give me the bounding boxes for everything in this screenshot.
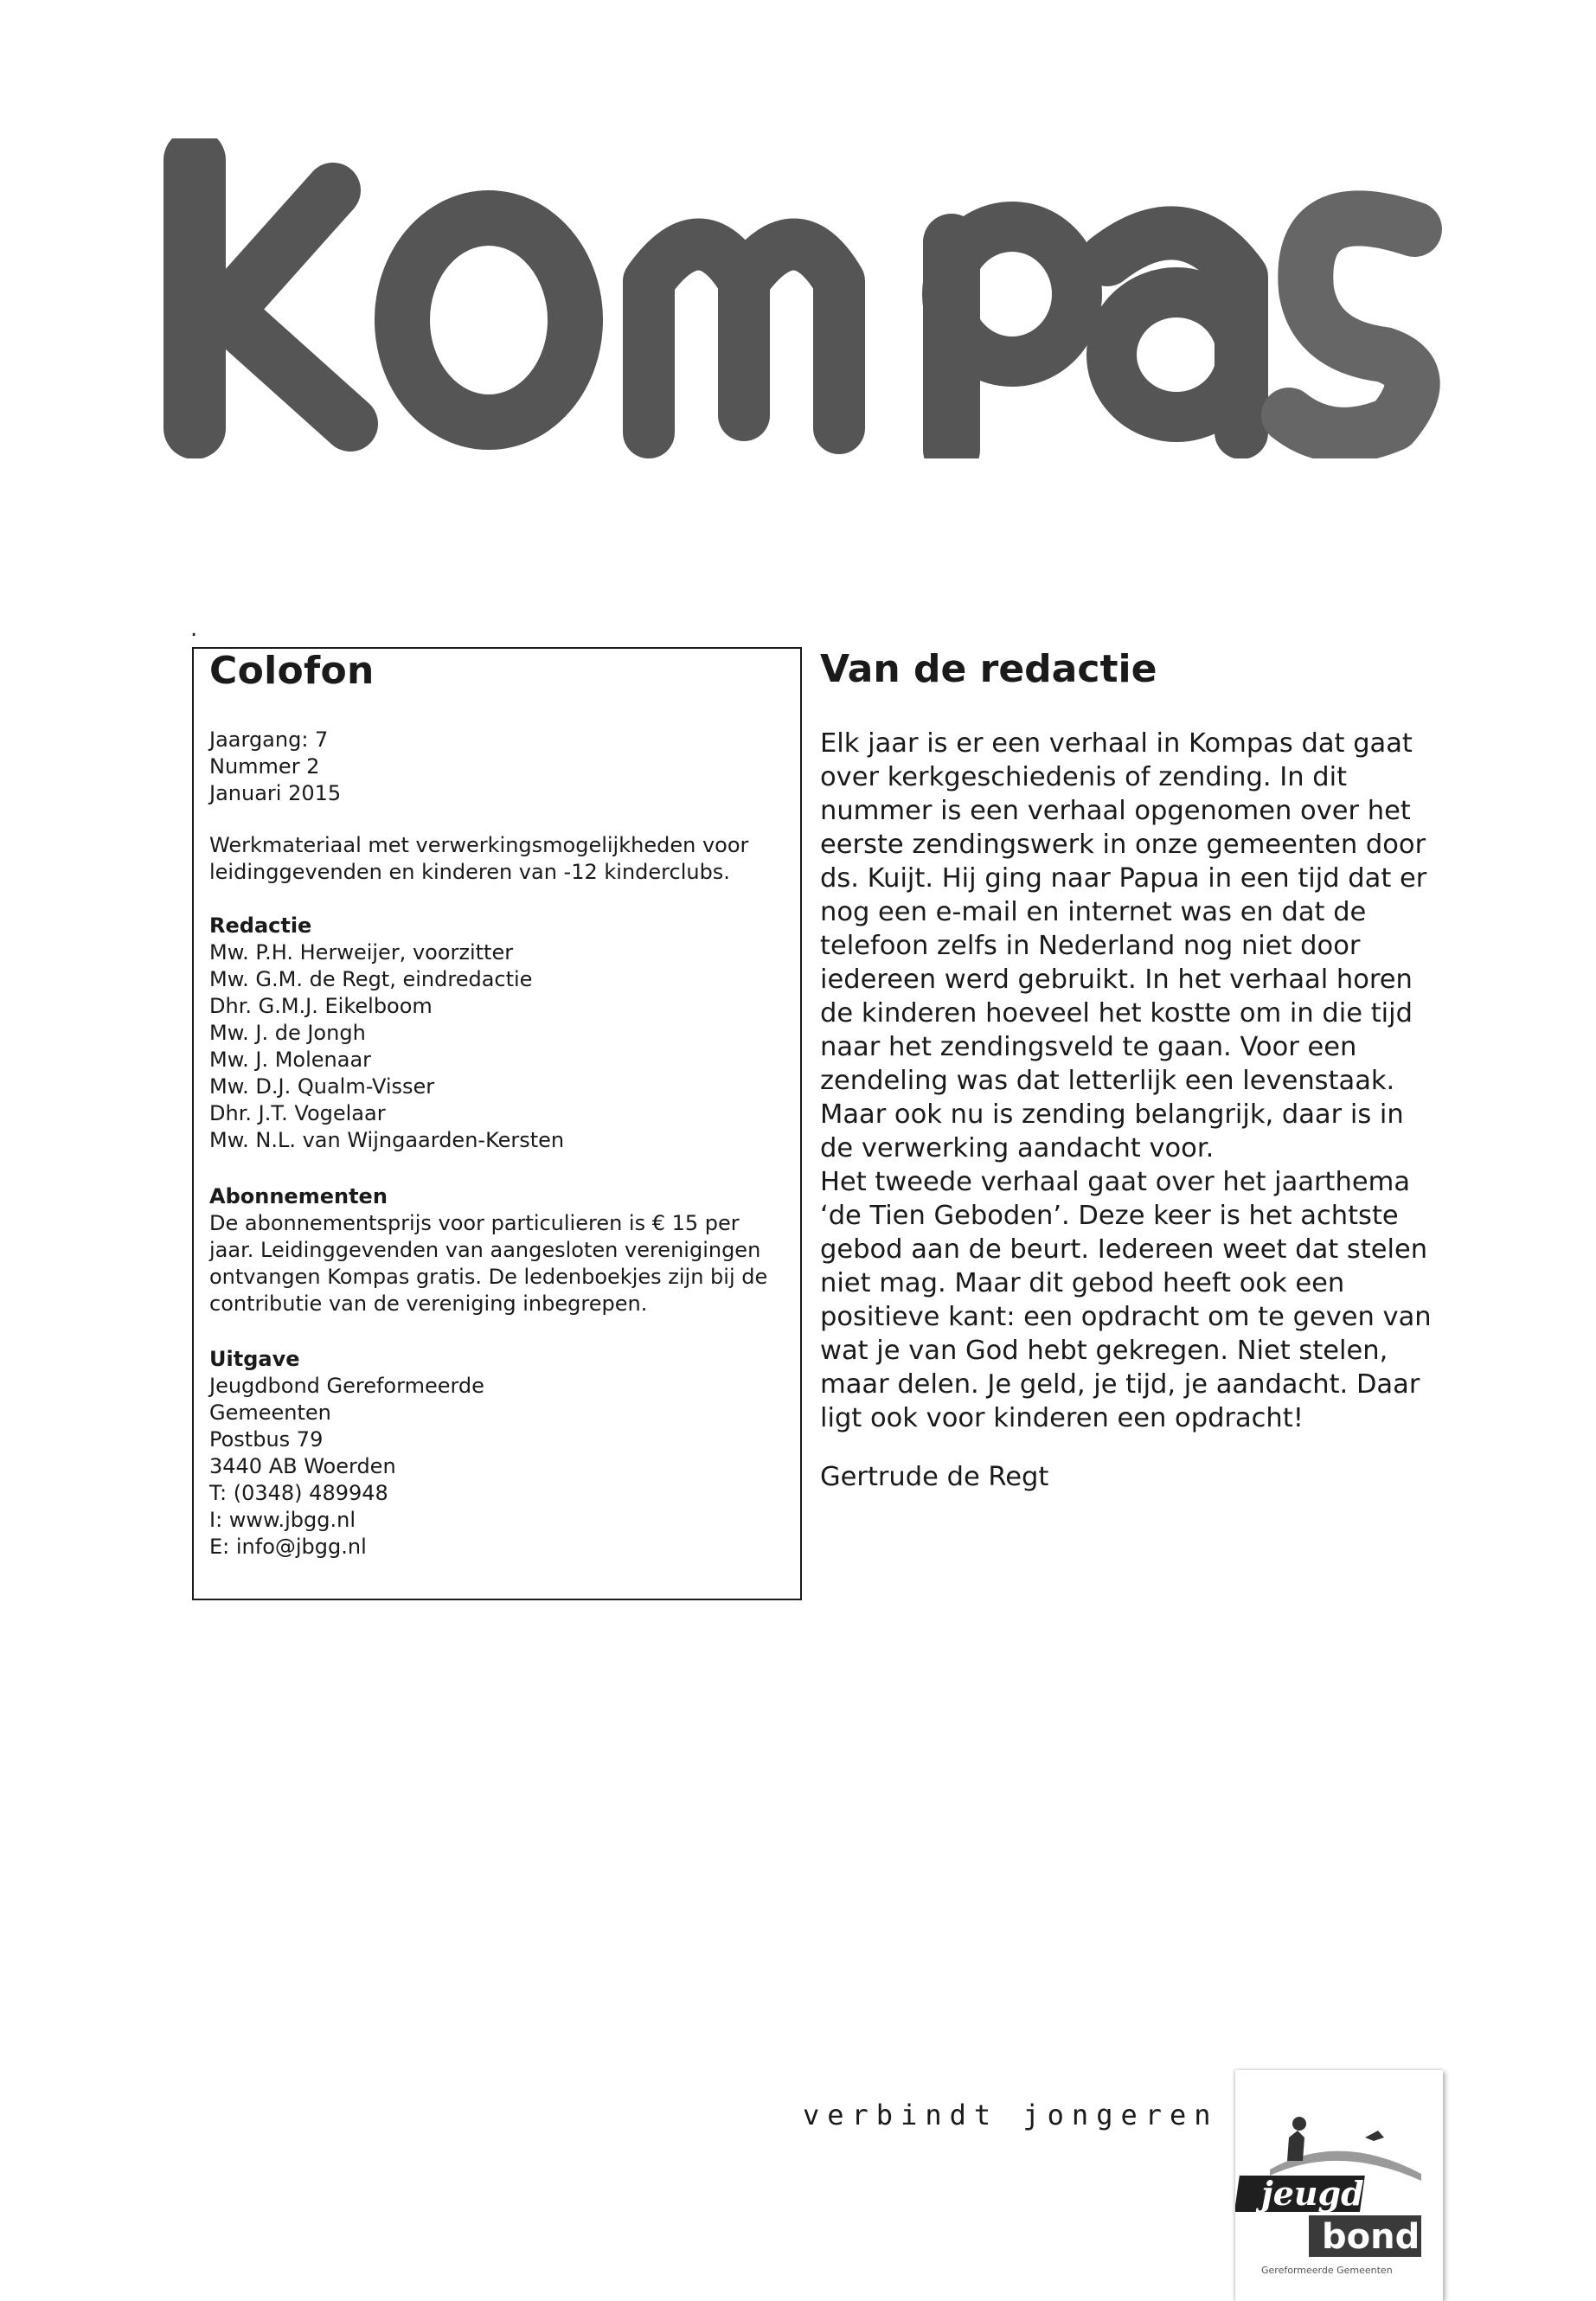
abonnementen-line: contributie van de vereniging inbegrepen. xyxy=(209,1292,648,1316)
jeugdbond-logo xyxy=(1235,2070,1443,2301)
abonnementen-heading: Abonnementen xyxy=(209,1184,388,1208)
signature: Gertrude de Regt xyxy=(820,1462,1049,1492)
member: Dhr. J.T. Vogelaar xyxy=(209,1101,386,1125)
abonnementen-line: De abonnementsprijs voor particulieren is € 15 per xyxy=(209,1211,740,1235)
colofon-box xyxy=(192,647,802,1600)
body-line: zendeling was dat letterlijk een levenstaak. xyxy=(820,1066,1395,1096)
description xyxy=(209,832,748,886)
description-line: leidinggevenden en kinderen van -12 kinderclubs. xyxy=(209,860,730,884)
body-line: ds. Kuijt. Hij ging naar Papua in een tijd dat er xyxy=(820,863,1427,894)
redactie-heading: Redactie xyxy=(209,913,312,938)
member: Mw. G.M. de Regt, eindredactie xyxy=(209,967,533,991)
uitgave-line: 3440 AB Woerden xyxy=(209,1454,396,1478)
body-line: eerste zendingswerk in onze gemeenten door xyxy=(820,830,1426,860)
uitgave-section xyxy=(209,1346,484,1561)
email: E: info@jbgg.nl xyxy=(209,1535,367,1559)
stray-dot: . xyxy=(190,616,198,642)
description-line: Werkmateriaal met verwerkingsmogelijkheden voor xyxy=(209,833,749,857)
body-line: telefoon zelfs in Nederland nog niet door xyxy=(820,931,1361,961)
body-line: positieve kant: een opdracht om te geven van xyxy=(820,1302,1432,1332)
body-line: de kinderen hoeveel het kostte om in die tijd xyxy=(820,998,1413,1029)
body-line: over kerkgeschiedenis of zending. In dit xyxy=(820,762,1348,792)
uitgave-heading: Uitgave xyxy=(209,1347,300,1371)
body-line: naar het zendingsveld te gaan. Voor een xyxy=(820,1032,1357,1062)
member: Mw. J. de Jongh xyxy=(209,1021,366,1045)
body-line: gebod aan de beurt. Iedereen weet dat stelen xyxy=(820,1234,1428,1265)
body-line: Maar ook nu is zending belangrijk, daar is in xyxy=(820,1099,1404,1130)
body-line: ligt ook voor kinderen een opdracht! xyxy=(820,1403,1304,1433)
website: I: www.jbgg.nl xyxy=(209,1508,356,1532)
body-line: iedereen werd gebruikt. In het verhaal horen xyxy=(820,965,1413,995)
logo-letter-m xyxy=(649,245,839,433)
member: Dhr. G.M.J. Eikelboom xyxy=(209,994,433,1018)
uitgave-line: Jeugdbond Gereformeerde xyxy=(209,1374,484,1398)
issue-date: Januari 2015 xyxy=(209,781,342,805)
volume: Jaargang: 7 xyxy=(209,727,329,752)
abonnementen-line: ontvangen Kompas gratis. De ledenboekjes zijn bij de xyxy=(209,1265,768,1289)
body-line: de verwerking aandacht voor. xyxy=(820,1133,1215,1163)
editorial-heading: Van de redactie xyxy=(820,647,1157,691)
issue-info xyxy=(209,727,341,807)
body-line: Elk jaar is er een verhaal in Kompas dat gaat xyxy=(820,728,1413,759)
member: Mw. P.H. Herweijer, voorzitter xyxy=(209,940,514,965)
body-line: maar delen. Je geld, je tijd, je aandacht. Daar xyxy=(820,1369,1420,1400)
logo-word-bond: bond xyxy=(1322,2217,1420,2257)
abonnementen-section xyxy=(209,1183,767,1317)
signature-block xyxy=(820,1460,1048,1494)
uitgave-line: Gemeenten xyxy=(209,1400,331,1425)
logo-subtitle: Gereformeerde Gemeenten xyxy=(1261,2265,1393,2276)
logo-letter-o xyxy=(402,218,575,422)
member: Mw. J. Molenaar xyxy=(209,1048,372,1072)
member: Mw. N.L. van Wijngaarden-Kersten xyxy=(209,1128,565,1152)
phone: T: (0348) 489948 xyxy=(209,1481,388,1505)
body-line: nog een e-mail en internet was en dat de xyxy=(820,897,1367,927)
issue-number: Nummer 2 xyxy=(209,754,320,779)
body-line: niet mag. Maar dit gebod heeft ook een xyxy=(820,1268,1345,1298)
kompas-logo xyxy=(147,138,1462,458)
body-line: Het tweede verhaal gaat over het jaarthema xyxy=(820,1167,1411,1197)
body-line: wat je van God hebt gekregen. Niet stelen, xyxy=(820,1336,1388,1366)
body-line: ‘de Tien Geboden’. Deze keer is het achtste xyxy=(820,1201,1399,1231)
logo-letter-s xyxy=(1289,218,1414,435)
footer-tagline: verbindt jongeren xyxy=(803,2099,1219,2131)
abonnementen-line: jaar. Leidinggevenden van aangesloten verenigingen xyxy=(209,1238,761,1262)
member: Mw. D.J. Qualm-Visser xyxy=(209,1074,435,1099)
editorial-body xyxy=(820,727,1432,1435)
body-line: nummer is een verhaal opgenomen over het xyxy=(820,796,1411,826)
logo-word-jeugd: jeugd xyxy=(1261,2174,1364,2213)
redactie-section xyxy=(209,913,564,1154)
colofon-heading: Colofon xyxy=(209,649,375,693)
uitgave-line: Postbus 79 xyxy=(209,1427,324,1452)
